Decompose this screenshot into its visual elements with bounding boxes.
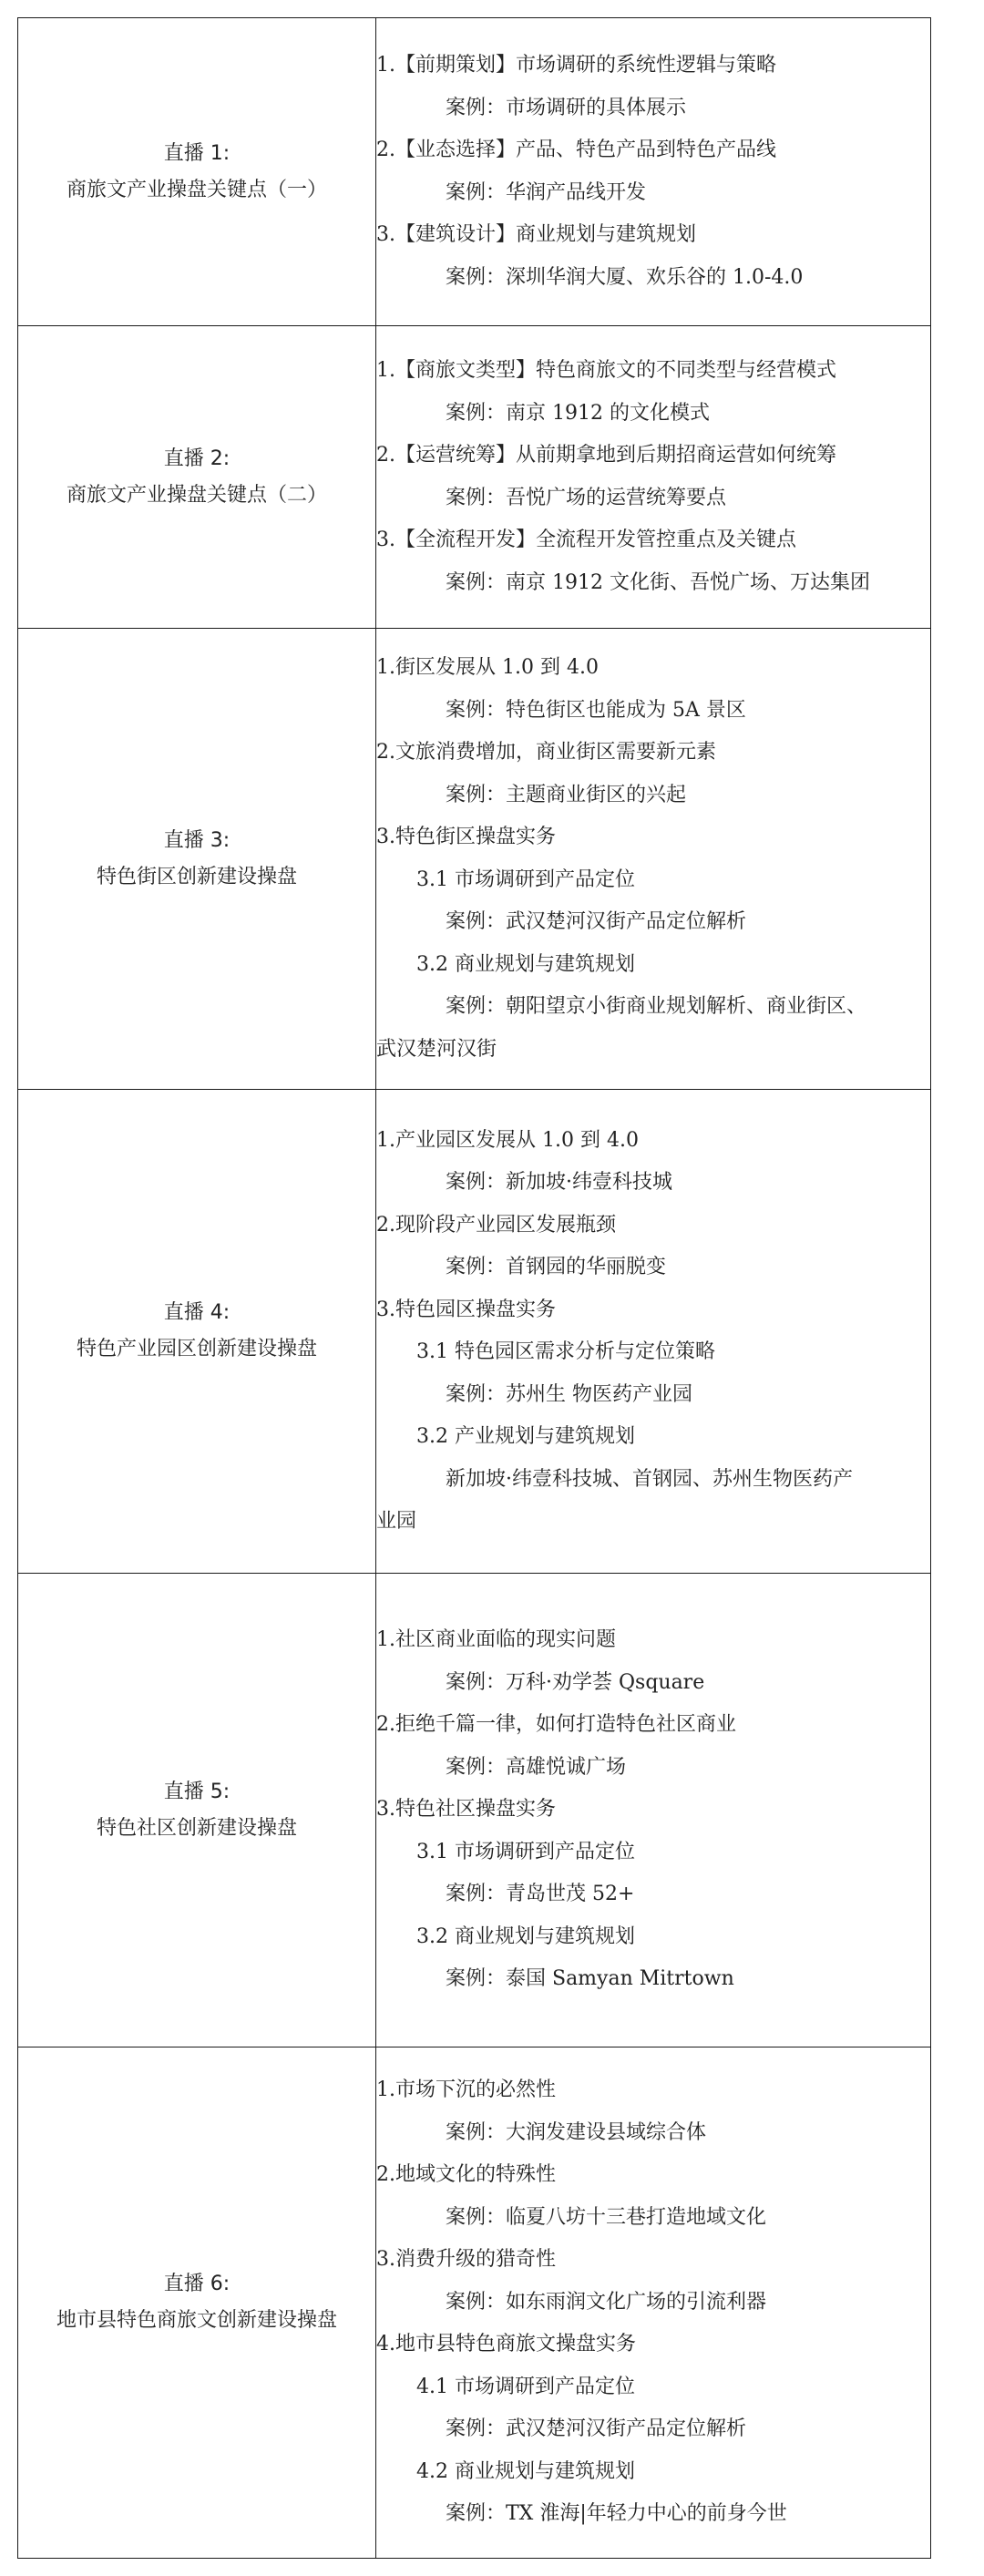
session-cell [18, 18, 376, 326]
session-title: 商旅文产业操盘关键点（一） [66, 178, 327, 201]
outline-line: 3.特色街区操盘实务 [376, 826, 556, 848]
case-line: 案例：深圳华润大厦、欢乐谷的 1.0-4.0 [446, 265, 804, 289]
case-line: 案例：南京 1912 的文化模式 [446, 401, 710, 425]
outline-line: 2.【业态选择】产品、特色产品到特色产品线 [376, 139, 776, 161]
session-content-cell [376, 326, 931, 629]
session-content-cell [376, 629, 931, 1090]
outline-line: 2.拒绝千篇一律，如何打造特色社区商业 [376, 1713, 736, 1737]
outline-line: 业园 [376, 1510, 417, 1533]
outline-line: 1.社区商业面临的现实问题 [376, 1628, 616, 1652]
session-content-cell [376, 1090, 931, 1574]
case-line: 案例：主题商业街区的兴起 [446, 783, 687, 806]
outline-line: 1.产业园区发展从 1.0 到 4.0 [376, 1128, 639, 1152]
outline-line: 3.特色社区操盘实务 [376, 1798, 556, 1822]
case-line: 案例：新加坡·纬壹科技城 [446, 1171, 672, 1194]
case-line: 案例：华润产品线开发 [446, 180, 647, 204]
case-line: 案例：特色街区也能成为 5A 景区 [446, 698, 746, 722]
case-line: 案例：高雄悦诚广场 [446, 1755, 627, 1779]
outline-line: 1.【商旅文类型】特色商旅文的不同类型与经营模式 [376, 359, 836, 382]
case-line: 案例：南京 1912 文化街、吾悦广场、万达集团 [446, 570, 870, 594]
session-cell [18, 629, 376, 1090]
outline-line: 1.【前期策划】市场调研的系统性逻辑与策略 [376, 54, 776, 77]
outline-line: 4.2 商业规划与建筑规划 [416, 2459, 635, 2483]
outline-line: 3.1 特色园区需求分析与定位策略 [416, 1340, 715, 1363]
case-line: 案例：市场调研的具体展示 [446, 96, 687, 119]
outline-line: 2.文旅消费增加，商业街区需要新元素 [376, 741, 716, 764]
session-cell [18, 2047, 376, 2559]
case-line: 案例：TX 淮海|年轻力中心的前身今世 [446, 2502, 787, 2526]
outline-line: 2.【运营统筹】从前期拿地到后期招商运营如何统筹 [376, 444, 836, 467]
outline-line: 3.特色园区操盘实务 [376, 1298, 556, 1321]
case-line: 案例：武汉楚河汉街产品定位解析 [446, 910, 747, 933]
session-label: 直播 1: [163, 141, 231, 165]
outline-line: 3.2 商业规划与建筑规划 [416, 1924, 635, 1948]
session-row [18, 1090, 931, 1574]
case-line: 新加坡·纬壹科技城、首钢园、苏州生物医药产 [446, 1467, 853, 1491]
outline-line: 3.1 市场调研到产品定位 [416, 1840, 635, 1863]
session-label: 直播 5: [163, 1780, 231, 1803]
session-row [18, 2047, 931, 2559]
outline-line: 3.【建筑设计】商业规划与建筑规划 [376, 223, 696, 246]
session-label: 直播 4: [163, 1301, 231, 1324]
session-cell [18, 326, 376, 629]
session-label: 直播 6: [163, 2273, 231, 2295]
session-title: 商旅文产业操盘关键点（二） [66, 483, 327, 507]
outline-line: 3.消费升级的猎奇性 [376, 2248, 556, 2272]
case-line: 案例：万科·劝学荟 Qsquare [446, 1670, 705, 1694]
outline-line: 3.【全流程开发】全流程开发管控重点及关键点 [376, 529, 796, 551]
session-row [18, 326, 931, 629]
outline-line: 武汉楚河汉街 [376, 1037, 497, 1061]
session-label: 直播 3: [163, 828, 231, 852]
case-line: 案例：首钢园的华丽脱变 [446, 1256, 667, 1278]
outline-line: 2.地域文化的特殊性 [376, 2163, 556, 2187]
case-line: 案例：泰国 Samyan Mitrtown [446, 1967, 734, 1991]
session-title: 特色产业园区创新建设操盘 [76, 1338, 317, 1360]
case-line: 案例：吾悦广场的运营统筹要点 [446, 486, 727, 509]
case-line: 案例：如东雨润文化广场的引流利器 [446, 2290, 767, 2314]
case-line: 案例：武汉楚河汉街产品定位解析 [446, 2417, 747, 2441]
case-line: 案例：大润发建设县域综合体 [446, 2120, 707, 2144]
session-title: 特色街区创新建设操盘 [96, 865, 297, 888]
case-line: 案例：苏州生 物医药产业园 [446, 1382, 692, 1406]
outline-line: 1.街区发展从 1.0 到 4.0 [376, 656, 599, 679]
session-title: 地市县特色商旅文创新建设操盘 [56, 2309, 337, 2332]
session-row [18, 18, 931, 326]
outline-line: 2.现阶段产业园区发展瓶颈 [376, 1213, 616, 1237]
session-row [18, 1574, 931, 2047]
session-content-cell [376, 18, 931, 326]
case-line: 案例：青岛世茂 52+ [446, 1883, 635, 1906]
outline-line: 3.2 商业规划与建筑规划 [416, 952, 635, 976]
session-label: 直播 2: [163, 446, 231, 470]
schedule-body [18, 18, 931, 2559]
case-line: 案例：朝阳望京小街商业规划解析、商业街区、 [446, 995, 867, 1018]
session-cell [18, 1090, 376, 1574]
outline-line: 3.2 产业规划与建筑规划 [416, 1425, 635, 1448]
outline-line: 4.地市县特色商旅文操盘实务 [376, 2333, 636, 2356]
session-title: 特色社区创新建设操盘 [96, 1816, 297, 1840]
session-content-cell [376, 2047, 931, 2559]
session-row [18, 629, 931, 1090]
outline-line: 3.1 市场调研到产品定位 [416, 867, 635, 891]
session-content-cell [376, 1574, 931, 2047]
outline-line: 4.1 市场调研到产品定位 [416, 2375, 635, 2398]
course-schedule-table [17, 17, 931, 2559]
session-cell [18, 1574, 376, 2047]
case-line: 案例：临夏八坊十三巷打造地域文化 [446, 2205, 767, 2229]
outline-line: 1.市场下沉的必然性 [376, 2078, 556, 2102]
